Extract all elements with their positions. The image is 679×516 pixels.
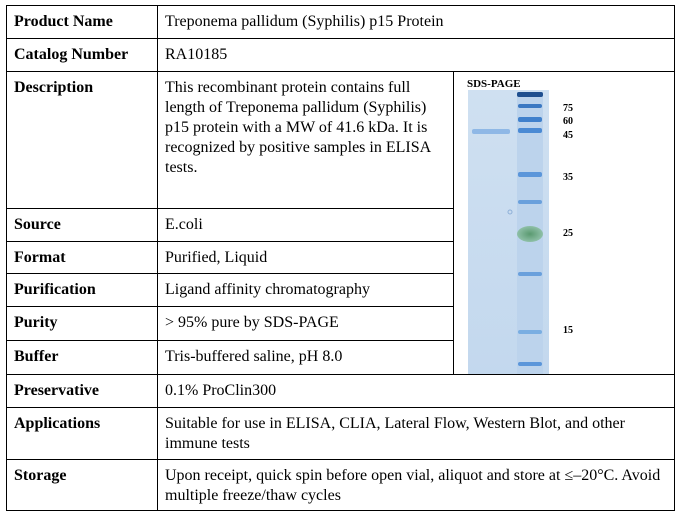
row-catalog-number	[7, 39, 675, 72]
applications-label: Applications	[7, 408, 158, 460]
sds-page-figure	[454, 72, 674, 374]
preservative-value: 0.1% ProClin300	[158, 375, 675, 408]
sds-page-gel-image	[454, 72, 675, 375]
ladder-band-top	[517, 92, 543, 97]
ladder-band-15	[518, 330, 542, 334]
description-value: This recombinant protein contains full length of Treponema pallidum (Syphilis) p15 protein with a MW of 41.6 kDa. It is recognized by positive samples in ELISA tests.	[158, 72, 454, 209]
buffer-label: Buffer	[7, 341, 158, 375]
ladder-band-45	[518, 128, 542, 133]
sds-page-cell	[454, 72, 675, 375]
mw-label-45: 45	[563, 130, 573, 141]
row-description	[7, 72, 675, 209]
preservative-label: Preservative	[7, 375, 158, 408]
ladder-band-30	[518, 200, 542, 204]
mw-label-60: 60	[563, 116, 573, 127]
sds-page-title: SDS-PAGE	[467, 78, 521, 90]
catalog-number-label: Catalog Number	[7, 39, 158, 72]
ladder-band-60	[518, 117, 542, 122]
purity-value: > 95% pure by SDS-PAGE	[158, 307, 454, 341]
ladder-band-20	[518, 272, 542, 276]
product-name-label: Product Name	[7, 6, 158, 39]
catalog-number-value: RA10185	[158, 39, 675, 72]
format-value: Purified, Liquid	[158, 242, 454, 274]
row-product-name	[7, 6, 675, 39]
mw-label-15: 15	[563, 325, 573, 336]
description-label: Description	[7, 72, 158, 209]
product-name-value: Treponema pallidum (Syphilis) p15 Protein	[158, 6, 675, 39]
product-spec-table	[6, 5, 675, 511]
applications-value: Suitable for use in ELISA, CLIA, Lateral Flow, Western Blot, and other immune tests	[158, 408, 675, 460]
ladder-band-75	[518, 104, 542, 108]
purity-label: Purity	[7, 307, 158, 341]
ladder-band-bottom	[518, 362, 542, 366]
buffer-value: Tris-buffered saline, pH 8.0	[158, 341, 454, 375]
mw-label-75: 75	[563, 103, 573, 114]
format-label: Format	[7, 242, 158, 274]
row-storage	[7, 460, 675, 511]
purification-value: Ligand affinity chromatography	[158, 274, 454, 307]
row-applications	[7, 408, 675, 460]
source-value: E.coli	[158, 209, 454, 242]
row-preservative	[7, 375, 675, 408]
ladder-band-35	[518, 172, 542, 177]
purification-label: Purification	[7, 274, 158, 307]
storage-label: Storage	[7, 460, 158, 511]
mw-label-35: 35	[563, 172, 573, 183]
source-label: Source	[7, 209, 158, 242]
mw-label-25: 25	[563, 228, 573, 239]
storage-value: Upon receipt, quick spin before open vial, aliquot and store at ≤–20°C. Avoid multiple freeze/thaw cycles	[158, 460, 675, 511]
sample-band	[472, 129, 510, 134]
ladder-band-25	[517, 226, 543, 242]
